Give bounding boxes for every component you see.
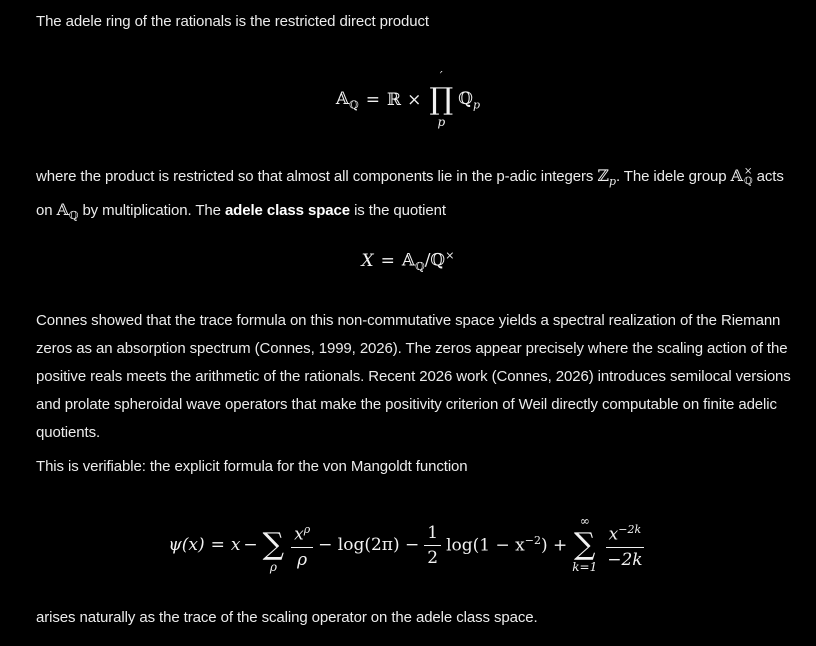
eq3-psi: ψ(x)	[168, 535, 205, 555]
eq3-sum-rho: ∑ ρ	[262, 527, 285, 574]
eq1-reals: ℝ	[386, 90, 402, 110]
eq2-rhs: 𝔸$_ℚ$/ℚ×	[401, 248, 455, 274]
eq1-product-operator: ′ ∏ p	[429, 69, 454, 129]
eq3-fraction-rho: $\frac{x^\rho}{\rho}$	[291, 520, 313, 570]
eq1-equals: =	[365, 90, 380, 110]
eq2-x: X	[361, 251, 374, 271]
paragraph-intro: The adele ring of the rationals is the restricted direct product	[36, 13, 429, 30]
paragraph-connes: Connes showed that the trace formula on this non-commutative space yields a spectral realization of the Riemann zeros as an absorption spectrum (Connes, 1999, 2026). The zeros appear precisely where the scaling action of the positive reals meets the arithmetic of the rationals. Recent 2026 work (Connes, 2026) introduces semilocal versions and prolate spheroidal wave operators that make the positivity criterion of Weil directly computable on finite adelic quotients.	[36, 312, 791, 441]
eq1-qp: ℚ$_p$	[458, 88, 481, 112]
eq3-sum-k: ∞ ∑ k=1	[572, 514, 598, 574]
zp-symbol: ℤ$_p$	[597, 166, 616, 189]
eq2-equals: =	[380, 251, 395, 271]
equation-quotient	[36, 243, 780, 279]
term-adele-class-space: adele class space	[224, 202, 350, 220]
eq3-fraction-k: $\frac{x^{-2k}}{-2k}$	[604, 520, 645, 570]
eq1-lhs: 𝔸$_ℚ$	[335, 88, 359, 112]
paragraph-restriction: where the product is restricted so that almost all components lie in the p-adic integers ℤ$_p$. The idele group 𝔸 × ℚ acts on 𝔸$_ℚ$ by multiplication. The adele class space is the quotient	[36, 165, 784, 223]
eq1-times: ×	[407, 90, 422, 110]
aq-symbol: 𝔸$_ℚ$	[56, 200, 79, 223]
equation-explicit-formula: ψ(x) = x − ∑ ρ $\frac{x^\rho}{\rho}$ − log(2π) − $\frac{1}{2}$ $\log(1 - x^{-2})$ + ∞ ∑ k=1 $\frac{x^{-2k}}{-2k}$	[36, 505, 780, 585]
paragraph-conclusion: arises naturally as the trace of the scaling operator on the adele class space.	[36, 609, 538, 626]
equation-adele-ring	[36, 60, 780, 140]
idele-symbol: 𝔸 × ℚ	[730, 165, 753, 187]
paragraph-verifiable: This is verifiable: the explicit formula for the von Mangoldt function	[36, 458, 468, 475]
eq3-fraction-half: $\frac{1}{2}$	[424, 523, 441, 568]
